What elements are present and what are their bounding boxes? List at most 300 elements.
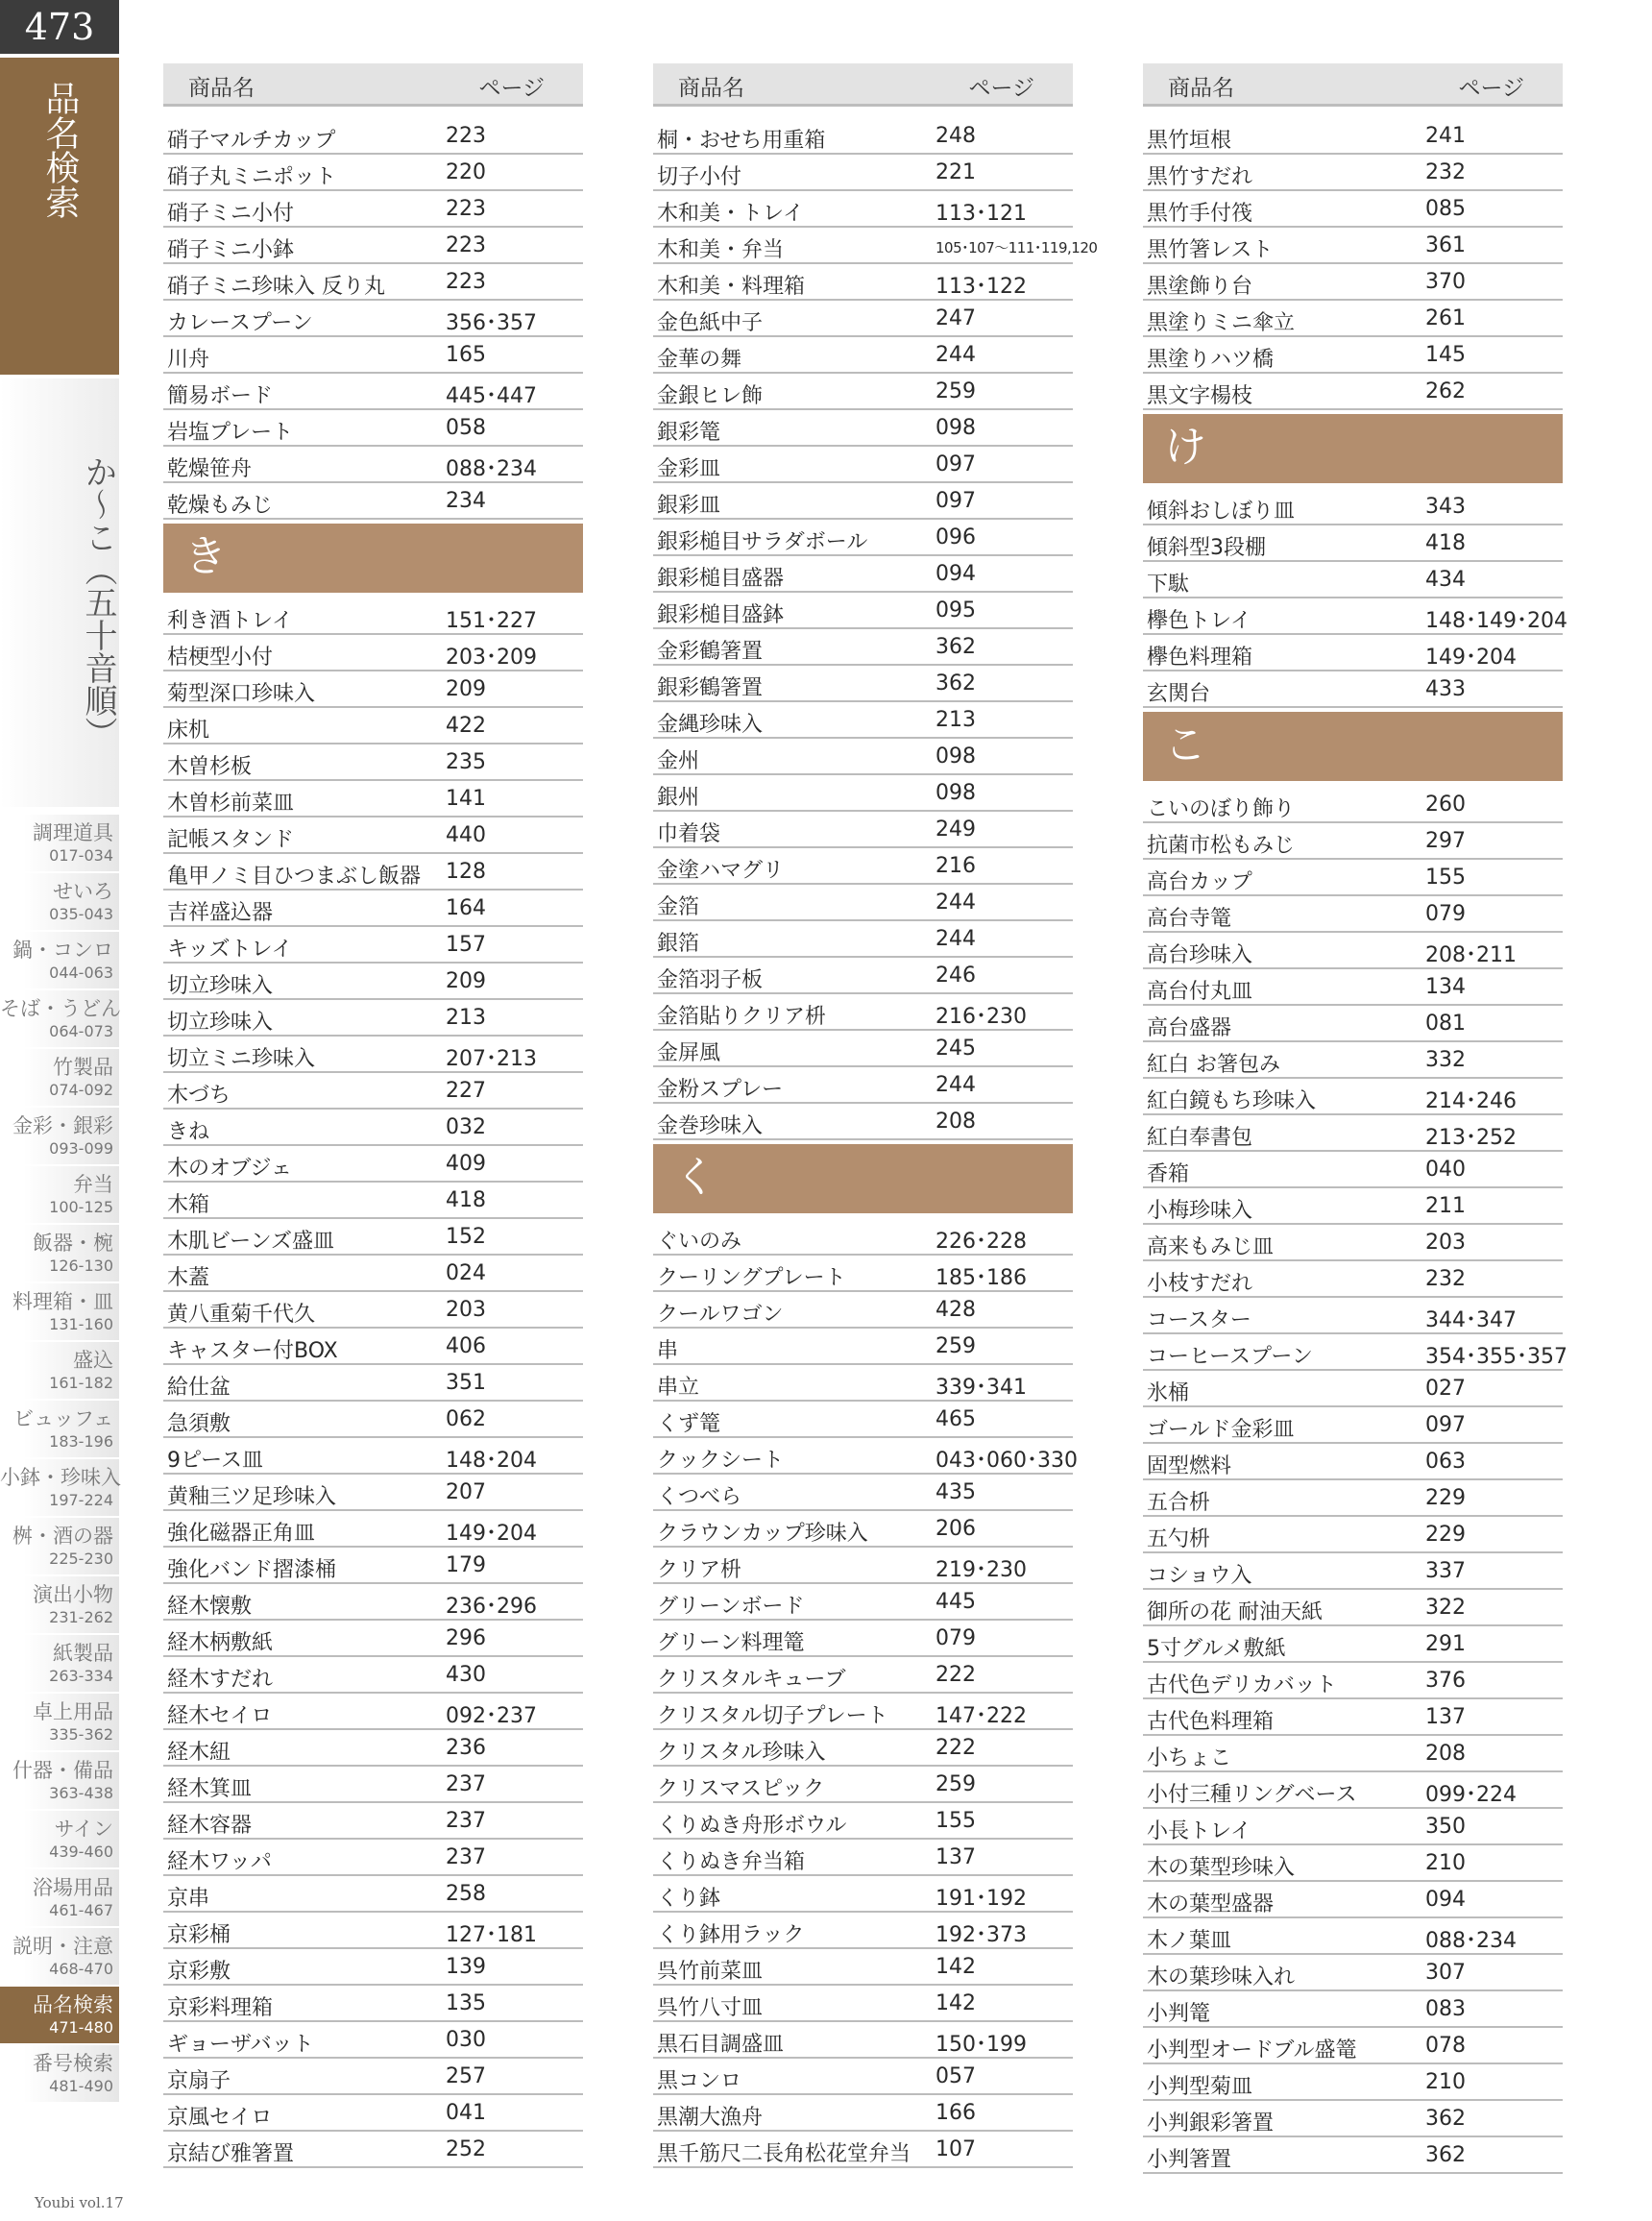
nav-tab-label: 弁当 [73,1173,113,1196]
page-ref: 406 [446,1334,486,1358]
product-name: 高台珍味入 [1147,943,1253,967]
page-ref: 307 [1425,1961,1466,1985]
page-ref: 099･224 [1425,1783,1517,1807]
page-ref: 148･204 [446,1449,537,1473]
product-name: 京彩桶 [167,1923,231,1947]
product-name: くつべら [657,1485,742,1509]
nav-tab[interactable] [0,1225,119,1283]
product-name: 硝子マルチカップ [167,129,336,153]
page-ref: 229 [1425,1486,1466,1510]
product-name: 金彩皿 [657,457,721,481]
page-ref: 152 [446,1225,486,1249]
header-name-label: 商品名 [1168,76,1234,101]
page-ref: 376 [1425,1669,1466,1693]
index-row [653,958,1073,994]
product-name: 欅色トレイ [1147,609,1251,633]
nav-tab-range: 183-196 [49,1432,113,1451]
page-ref: 356･357 [446,311,537,335]
index-row [163,337,583,374]
page-ref: 418 [1425,531,1466,555]
index-row [653,1621,1073,1657]
index-row [1143,1626,1563,1663]
index-row [653,1475,1073,1511]
page-ref: 465 [935,1407,976,1431]
index-row [163,927,583,964]
index-row [653,1767,1073,1803]
page-ref: 237 [446,1845,486,1869]
page-ref: 127･181 [446,1923,537,1947]
index-row [1143,1407,1563,1444]
product-name: 木蓋 [167,1266,210,1290]
column-header [1143,63,1563,107]
nav-tab-label: 演出小物 [33,1583,113,1606]
index-row [163,1475,583,1511]
index-row [163,483,583,520]
header-page-label: ページ [478,76,545,101]
page-ref: 113･122 [935,275,1027,299]
nav-tab[interactable] [0,1518,119,1576]
nav-tab-label: ビュッフェ [13,1407,113,1430]
page-ref: 361 [1425,233,1466,257]
page-ref: 040 [1425,1158,1466,1182]
page-ref: 213 [935,708,976,732]
index-row [653,374,1073,410]
product-name: 金州 [657,749,700,773]
product-name: 菊型深口珍味入 [167,682,316,706]
product-name: くり鉢用ラック [657,1923,805,1947]
index-row [1143,118,1563,155]
index-row [163,1767,583,1803]
index-row [163,1000,583,1037]
index-row [163,1365,583,1402]
page-ref: 203 [446,1298,486,1322]
index-row [653,520,1073,556]
page-ref: 150･199 [935,2033,1027,2057]
page-number: 473 [0,0,119,54]
product-name: 9ピース皿 [167,1449,264,1473]
nav-tab-range: 471-480 [49,2018,113,2037]
page-ref: 142 [935,1955,976,1979]
nav-tab[interactable] [0,932,119,990]
page-ref: 209 [446,677,486,701]
column-header [653,63,1073,107]
index-row [653,1438,1078,1475]
page-ref: 081 [1425,1012,1466,1036]
nav-tab-range: 335-362 [49,1725,113,1744]
index-row [1143,1042,1563,1079]
page-ref: 337 [1425,1559,1466,1583]
nav-tab[interactable] [0,1342,119,1401]
index-column-3 [1143,63,1567,2174]
page-ref: 062 [446,1407,486,1431]
page-ref: 351 [446,1371,486,1395]
nav-tab[interactable] [0,1108,119,1166]
index-row [163,2132,583,2168]
page-ref: 362 [1425,2107,1466,2131]
page-ref: 141 [446,787,486,811]
nav-tab[interactable] [0,873,119,932]
page-ref: 370 [1425,270,1466,294]
nav-tab[interactable] [0,1576,119,1635]
product-name: くり鉢 [657,1887,721,1911]
page-ref: 428 [935,1298,976,1322]
index-row [653,1803,1073,1840]
nav-tab[interactable] [0,1694,119,1752]
page-ref: 179 [446,1553,486,1577]
index-row [163,447,583,483]
index-row [163,1986,583,2022]
product-name: 吉祥盛込器 [167,901,274,925]
product-name: カレースプーン [167,311,313,335]
index-row [1143,1261,1563,1298]
index-row [1143,1736,1563,1772]
product-name: 金華の舞 [657,348,742,372]
product-name: クックシート [657,1449,785,1473]
product-name: 硝子ミニ小鉢 [167,238,295,262]
product-name: こいのぼり飾り [1147,797,1296,821]
index-row [1143,2137,1563,2174]
page-ref: 137 [935,1845,976,1869]
product-name: 木曽杉板 [167,755,253,779]
product-name: 木の葉珍味入れ [1147,1965,1296,1989]
side-nav [0,815,119,2104]
index-row [653,1031,1073,1067]
product-name: くりぬき舟形ボウル [657,1814,847,1838]
page-ref: 079 [1425,902,1466,926]
product-name: ぐいのみ [657,1230,742,1254]
product-name: 岩塩プレート [167,421,294,445]
index-row [1143,562,1563,598]
index-row [1143,1699,1563,1736]
product-name: 銀彩槌目盛鉢 [657,603,785,627]
product-name: 木の葉型珍味入 [1147,1856,1296,1880]
product-name: 経木すだれ [167,1668,274,1692]
product-name: 小判銀彩箸置 [1147,2111,1275,2136]
index-row [1143,264,1563,301]
page-ref: 296 [446,1626,486,1650]
index-row [163,1584,583,1621]
page-ref: 107 [935,2137,976,2161]
product-name: 京彩料理箱 [167,1996,274,2020]
nav-tab-label: 卓上用品 [33,1700,113,1723]
page-ref: 203･209 [446,646,537,670]
index-row [653,556,1073,593]
product-name: 木箱 [167,1193,210,1217]
index-row [163,264,583,301]
product-name: 傾斜おしぼり皿 [1147,500,1296,524]
product-name: 傾斜型3段棚 [1147,536,1266,560]
page-ref: 430 [446,1663,486,1687]
product-name: コースター [1147,1308,1251,1332]
nav-tab-range: 363-438 [49,1784,113,1802]
page-ref: 221 [935,160,976,184]
index-row [1143,969,1563,1006]
index-row [653,1949,1073,1986]
nav-tab[interactable] [0,990,119,1049]
product-name: 小判箸置 [1147,2148,1232,2172]
index-row [163,118,583,155]
product-name: 銀州 [657,786,700,810]
nav-tab-range: 468-470 [49,1960,113,1978]
product-name: 切子小付 [657,165,742,189]
index-row [653,994,1073,1031]
nav-tab[interactable] [0,1811,119,1869]
index-row [163,228,583,264]
nav-tab-range: 197-224 [49,1491,113,1509]
page-ref: 244 [935,891,976,915]
page-ref: 151･227 [446,609,537,633]
nav-tab-label: 料理箱・皿 [12,1290,113,1313]
page-ref: 343 [1425,495,1466,519]
page-ref: 207 [446,1480,486,1504]
product-name: キッズトレイ [167,938,293,962]
product-name: 銀彩皿 [657,494,721,518]
product-name: 小付三種リングベース [1147,1783,1357,1807]
product-name: 金巻珍味入 [657,1114,764,1138]
page-ref: 203 [1425,1231,1466,1255]
page-ref: 155 [935,1809,976,1833]
page-ref: 435 [935,1480,976,1504]
product-name: 強化バンド摺漆桶 [167,1558,337,1582]
page-ref: 248 [935,124,976,148]
nav-tab[interactable] [0,815,119,873]
index-row [163,1146,583,1183]
product-name: 串 [657,1339,679,1363]
page-ref: 134 [1425,975,1466,999]
page-ref: 032 [446,1115,486,1139]
product-name: コショウ入 [1147,1564,1252,1588]
product-name: きね [167,1120,210,1144]
page-ref: 024 [446,1261,486,1285]
nav-tab[interactable] [0,1166,119,1225]
page-ref: 259 [935,1334,976,1358]
product-name: 小判篭 [1147,2002,1211,2026]
index-row [163,1037,583,1073]
index-row [653,1840,1073,1876]
page-ref: 094 [1425,1888,1466,1912]
page-ref: 105･107〜111･119,120 [935,239,1098,256]
nav-tab-range: 044-063 [49,964,113,982]
product-name: 金箔羽子板 [657,968,764,992]
page-ref: 058 [446,416,486,440]
nav-tab-label: 什器・備品 [12,1759,113,1782]
index-row [1143,671,1563,708]
index-row [163,1840,583,1876]
nav-tab[interactable] [0,1049,119,1108]
page-ref: 445 [935,1590,976,1614]
index-row [163,1256,583,1292]
page-ref: 139 [446,1955,486,1979]
page-ref: 297 [1425,829,1466,853]
page-ref: 261 [1425,306,1466,330]
product-name: 紅白 お箸包み [1147,1053,1280,1077]
product-name: 切立ミニ珍味入 [167,1047,316,1071]
index-row [653,885,1073,921]
index-row [653,1292,1073,1329]
nav-tab[interactable] [0,1401,119,1459]
page-ref: 164 [446,896,486,920]
product-name: 小ちょこ [1147,1746,1232,1770]
product-name: 紅白鏡もち珍味入 [1147,1089,1317,1113]
page-ref: 155 [1425,866,1466,890]
index-row [653,702,1073,739]
index-row [163,191,583,228]
page-ref: 232 [1425,160,1466,184]
product-name: 経木ワッパ [167,1850,272,1874]
nav-tab-range: 100-125 [49,1198,113,1216]
page-ref: 148･149･204 [1425,609,1567,633]
page-ref: 433 [1425,677,1466,701]
page-ref: 030 [446,2028,486,2052]
product-name: 金銀ヒレ飾 [657,384,764,408]
page-ref: 235 [446,750,486,774]
index-row [163,598,583,635]
index-row [1143,155,1563,191]
index-row [1143,1298,1563,1334]
product-name: 銀彩槌目サラダボール [657,530,868,554]
index-row [653,666,1073,702]
index-row [653,1256,1073,1292]
product-name: 利き酒トレイ [167,609,293,633]
product-name: グリーンボード [657,1595,805,1619]
page-ref: 227 [446,1079,486,1103]
product-name: 金彩鶴箸置 [657,640,764,664]
product-name: 桐・おせち用重箱 [657,129,826,153]
index-row [163,964,583,1000]
nav-tab[interactable] [0,2045,119,2104]
product-name: 木肌ビーンズ盛皿 [167,1230,335,1254]
index-row [163,891,583,927]
page-ref: 149･204 [1425,646,1517,670]
index-row [1143,191,1563,228]
index-row [163,1329,583,1365]
page-ref: 027 [1425,1377,1466,1401]
product-name: 黒塗りミニ傘立 [1147,311,1296,335]
index-row [653,593,1073,629]
nav-tab[interactable] [0,1928,119,1987]
page-ref: 166 [935,2101,976,2125]
nav-tab-label: そば・うどん [0,997,121,1020]
product-name: ギョーザバット [167,2033,314,2057]
page-ref: 192･373 [935,1923,1027,1947]
index-row [163,1876,583,1913]
index-row [653,1365,1073,1402]
nav-tab-range: 439-460 [49,1843,113,1861]
product-name: 香箱 [1147,1162,1190,1186]
index-row [653,337,1073,374]
index-row [163,744,583,781]
index-row [653,1329,1073,1365]
index-row [163,635,583,671]
nav-tab[interactable] [0,1459,119,1518]
nav-tab-label: 調理道具 [33,821,113,844]
index-row [653,1986,1073,2022]
product-name: クリスタル切子プレート [657,1704,888,1728]
index-row [163,2095,583,2132]
product-name: 固型燃料 [1147,1454,1232,1478]
side-title: 品名検索 [0,58,119,375]
product-name: 氷桶 [1147,1381,1190,1405]
page-ref: 244 [935,1073,976,1097]
index-row [163,1073,583,1110]
product-name: 欅色料理箱 [1147,646,1253,670]
page-ref: 098 [935,416,976,440]
index-row [653,118,1073,155]
nav-tab-range: 231-262 [49,1608,113,1626]
index-row [1143,2028,1563,2064]
index-row [163,410,583,447]
product-name: 高来もみじ皿 [1147,1235,1275,1259]
index-row [1143,1115,1563,1152]
index-row [163,2059,583,2095]
product-name: 抗菌市松もみじ [1147,834,1296,858]
index-row [653,1694,1073,1730]
page-ref: 088･234 [1425,1929,1517,1953]
product-name: 京彩敷 [167,1960,231,1984]
product-name: 黒竹すだれ [1147,165,1253,189]
page-ref: 220 [446,160,486,184]
index-row [653,1067,1073,1104]
page-ref: 247 [935,306,976,330]
nav-tab-label: 飯器・椀 [33,1232,113,1255]
product-name: 高台付丸皿 [1147,980,1253,1004]
nav-tab[interactable] [0,1987,119,2045]
index-row [653,2022,1073,2059]
index-row [653,1402,1073,1438]
product-name: 経木箕皿 [167,1777,253,1801]
index-row [653,1584,1073,1621]
product-name: 黒千筋尺二長角松花堂弁当 [657,2142,911,2166]
product-name: クールワゴン [657,1303,784,1327]
index-row [163,301,583,337]
page-ref: 097 [935,452,976,476]
index-row [1143,1006,1563,1042]
index-row [653,921,1073,958]
nav-tab[interactable] [0,1283,119,1342]
nav-tab-label: 金彩・銀彩 [12,1114,113,1137]
product-name: 経木柄敷紙 [167,1631,274,1655]
index-row [1143,525,1563,562]
product-name: くりぬき弁当箱 [657,1850,806,1874]
product-name: 給仕盆 [167,1376,231,1400]
page-ref: 223 [446,233,486,257]
product-name: 五合枡 [1147,1491,1211,1515]
nav-tab[interactable] [0,1752,119,1811]
index-row [653,2059,1073,2095]
page-ref: 208 [935,1110,976,1134]
nav-tab[interactable] [0,1869,119,1928]
product-name: 黒コンロ [657,2069,742,2093]
product-name: 銀箔 [657,932,700,956]
page-ref: 422 [446,714,486,738]
index-row [1143,1517,1563,1553]
index-row [653,848,1073,885]
product-name: 亀甲ノミ目ひつまぶし飯器 [167,865,422,889]
product-name: 硝子ミニ珍味入 反り丸 [167,275,385,299]
nav-tab-label: 品名検索 [33,1993,113,2016]
page-ref: 096 [935,525,976,549]
page-ref: 440 [446,823,486,847]
page-ref: 237 [446,1809,486,1833]
product-name: 硝子丸ミニポット [167,165,337,189]
index-row [1143,1918,1563,1955]
index-row [653,775,1073,812]
index-row [653,1104,1073,1140]
nav-tab[interactable] [0,1635,119,1694]
page-ref: 244 [935,343,976,367]
product-name: 木のオブジェ [167,1157,293,1181]
nav-tab-range: 093-099 [49,1139,113,1158]
